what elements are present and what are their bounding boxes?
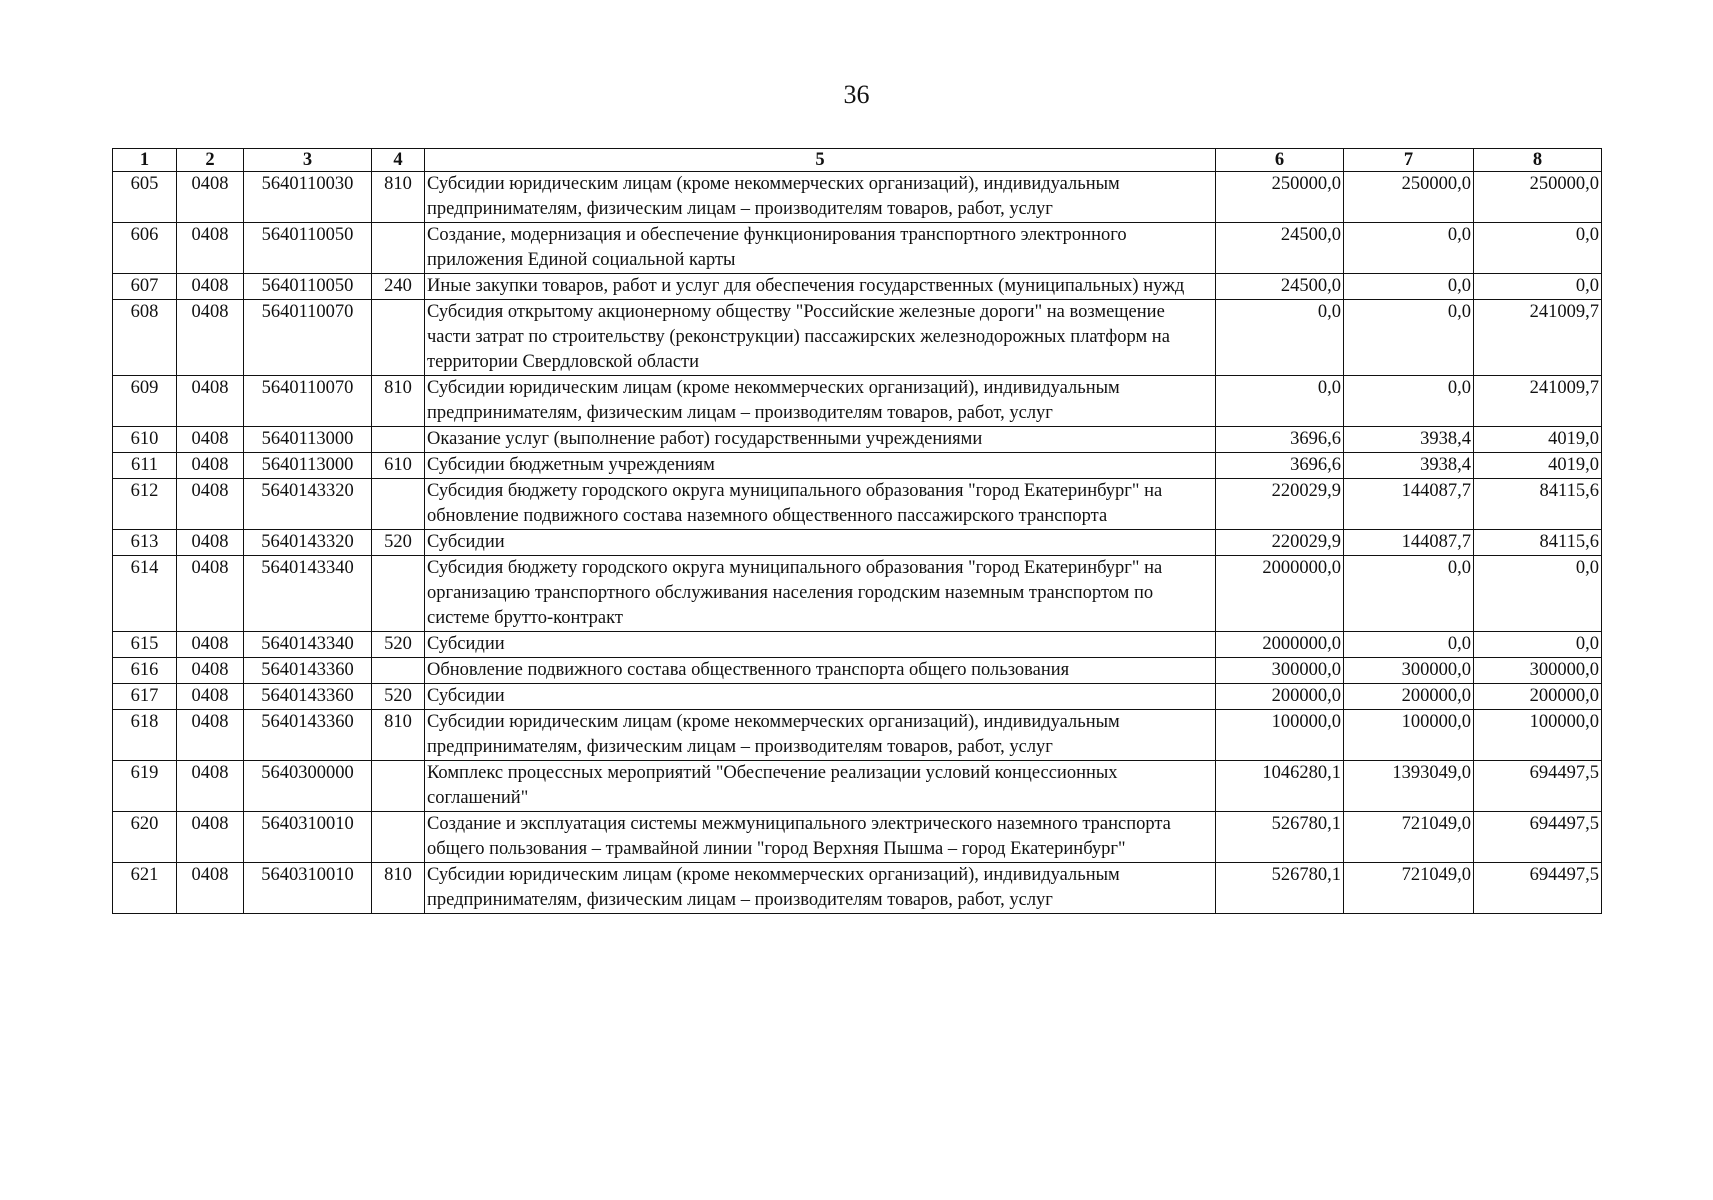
- table-row: [113, 172, 1602, 223]
- section-code: 0408: [177, 479, 244, 530]
- amount-col-6: 250000,0: [1216, 172, 1344, 223]
- item-name: Субсидии: [425, 632, 1216, 658]
- row-number: 614: [113, 556, 177, 632]
- target-code: 5640143360: [244, 710, 372, 761]
- expense-type-code: 810: [372, 863, 425, 914]
- expense-type-code: 520: [372, 530, 425, 556]
- expense-type-code: 520: [372, 632, 425, 658]
- amount-col-7: 144087,7: [1344, 479, 1474, 530]
- item-name: Обновление подвижного состава общественного транспорта общего пользования: [425, 658, 1216, 684]
- amount-col-7: 0,0: [1344, 223, 1474, 274]
- target-code: 5640143360: [244, 658, 372, 684]
- amount-col-8: 300000,0: [1474, 658, 1602, 684]
- amount-col-8: 0,0: [1474, 632, 1602, 658]
- amount-col-6: 2000000,0: [1216, 632, 1344, 658]
- amount-col-7: 1393049,0: [1344, 761, 1474, 812]
- amount-col-6: 526780,1: [1216, 812, 1344, 863]
- amount-col-8: 241009,7: [1474, 300, 1602, 376]
- table-row: [113, 479, 1602, 530]
- amount-col-6: 100000,0: [1216, 710, 1344, 761]
- amount-col-7: 0,0: [1344, 632, 1474, 658]
- amount-col-7: 0,0: [1344, 300, 1474, 376]
- target-code: 5640310010: [244, 812, 372, 863]
- row-number: 610: [113, 427, 177, 453]
- table-row: [113, 530, 1602, 556]
- row-number: 619: [113, 761, 177, 812]
- amount-col-7: 300000,0: [1344, 658, 1474, 684]
- amount-col-7: 0,0: [1344, 556, 1474, 632]
- target-code: 5640143340: [244, 556, 372, 632]
- target-code: 5640143320: [244, 530, 372, 556]
- header-col-8: 8: [1474, 149, 1602, 172]
- amount-col-6: 200000,0: [1216, 684, 1344, 710]
- amount-col-8: 694497,5: [1474, 863, 1602, 914]
- row-number: 620: [113, 812, 177, 863]
- item-name: Создание и эксплуатация системы межмуниципального электрического наземного транспорта общего пользования – трамвайной линии "город Верхняя Пышма – город Екатеринбург": [425, 812, 1216, 863]
- expense-type-code: 610: [372, 453, 425, 479]
- section-code: 0408: [177, 274, 244, 300]
- amount-col-6: 220029,9: [1216, 479, 1344, 530]
- row-number: 606: [113, 223, 177, 274]
- row-number: 611: [113, 453, 177, 479]
- amount-col-8: 0,0: [1474, 274, 1602, 300]
- item-name: Субсидия открытому акционерному обществу "Российские железные дороги" на возмещение части затрат по строительству (реконструкции) пассажирских железнодорожных платформ на территории Свердловской области: [425, 300, 1216, 376]
- target-code: 5640143360: [244, 684, 372, 710]
- amount-col-6: 24500,0: [1216, 223, 1344, 274]
- section-code: 0408: [177, 632, 244, 658]
- row-number: 615: [113, 632, 177, 658]
- expense-type-code: [372, 300, 425, 376]
- target-code: 5640110050: [244, 223, 372, 274]
- table-row: [113, 300, 1602, 376]
- table-row: [113, 658, 1602, 684]
- amount-col-6: 220029,9: [1216, 530, 1344, 556]
- item-name: Субсидия бюджету городского округа муниципального образования "город Екатеринбург" на организацию транспортного обслуживания населения городским наземным транспортом по системе брутто-контракт: [425, 556, 1216, 632]
- section-code: 0408: [177, 530, 244, 556]
- item-name: Субсидии: [425, 530, 1216, 556]
- row-number: 609: [113, 376, 177, 427]
- row-number: 612: [113, 479, 177, 530]
- table-row: [113, 812, 1602, 863]
- amount-col-8: 0,0: [1474, 223, 1602, 274]
- section-code: 0408: [177, 761, 244, 812]
- target-code: 5640110050: [244, 274, 372, 300]
- item-name: Создание, модернизация и обеспечение функционирования транспортного электронного приложения Единой социальной карты: [425, 223, 1216, 274]
- expense-type-code: 810: [372, 710, 425, 761]
- amount-col-7: 721049,0: [1344, 812, 1474, 863]
- item-name: Субсидии бюджетным учреждениям: [425, 453, 1216, 479]
- target-code: 5640113000: [244, 453, 372, 479]
- section-code: 0408: [177, 300, 244, 376]
- amount-col-6: 0,0: [1216, 376, 1344, 427]
- table-row: [113, 274, 1602, 300]
- table-row: [113, 376, 1602, 427]
- row-number: 608: [113, 300, 177, 376]
- amount-col-6: 300000,0: [1216, 658, 1344, 684]
- item-name: Субсидии: [425, 684, 1216, 710]
- item-name: Субсидии юридическим лицам (кроме некоммерческих организаций), индивидуальным предпринимателям, физическим лицам – производителям товаров, работ, услуг: [425, 863, 1216, 914]
- budget-table: [112, 148, 1602, 914]
- table-row: [113, 556, 1602, 632]
- amount-col-6: 3696,6: [1216, 427, 1344, 453]
- amount-col-8: 84115,6: [1474, 479, 1602, 530]
- target-code: 5640143320: [244, 479, 372, 530]
- header-col-3: 3: [244, 149, 372, 172]
- row-number: 605: [113, 172, 177, 223]
- table-row: [113, 710, 1602, 761]
- amount-col-7: 144087,7: [1344, 530, 1474, 556]
- amount-col-8: 241009,7: [1474, 376, 1602, 427]
- section-code: 0408: [177, 453, 244, 479]
- target-code: 5640310010: [244, 863, 372, 914]
- item-name: Субсидии юридическим лицам (кроме некоммерческих организаций), индивидуальным предпринимателям, физическим лицам – производителям товаров, работ, услуг: [425, 376, 1216, 427]
- amount-col-8: 100000,0: [1474, 710, 1602, 761]
- section-code: 0408: [177, 684, 244, 710]
- item-name: Субсидии юридическим лицам (кроме некоммерческих организаций), индивидуальным предпринимателям, физическим лицам – производителям товаров, работ, услуг: [425, 172, 1216, 223]
- header-col-6: 6: [1216, 149, 1344, 172]
- expense-type-code: 810: [372, 172, 425, 223]
- section-code: 0408: [177, 863, 244, 914]
- row-number: 621: [113, 863, 177, 914]
- amount-col-8: 694497,5: [1474, 761, 1602, 812]
- expense-type-code: 810: [372, 376, 425, 427]
- amount-col-8: 4019,0: [1474, 427, 1602, 453]
- amount-col-7: 3938,4: [1344, 453, 1474, 479]
- amount-col-6: 1046280,1: [1216, 761, 1344, 812]
- section-code: 0408: [177, 812, 244, 863]
- item-name: Субсидия бюджету городского округа муниципального образования "город Екатеринбург" на обновление подвижного состава наземного общественного пассажирского транспорта: [425, 479, 1216, 530]
- target-code: 5640300000: [244, 761, 372, 812]
- amount-col-8: 694497,5: [1474, 812, 1602, 863]
- item-name: Комплекс процессных мероприятий "Обеспечение реализации условий концессионных соглашений": [425, 761, 1216, 812]
- expense-type-code: [372, 556, 425, 632]
- header-col-2: 2: [177, 149, 244, 172]
- section-code: 0408: [177, 710, 244, 761]
- amount-col-8: 200000,0: [1474, 684, 1602, 710]
- header-col-4: 4: [372, 149, 425, 172]
- header-row: [113, 149, 1602, 172]
- table-row: [113, 632, 1602, 658]
- amount-col-7: 0,0: [1344, 274, 1474, 300]
- row-number: 618: [113, 710, 177, 761]
- amount-col-6: 2000000,0: [1216, 556, 1344, 632]
- expense-type-code: [372, 479, 425, 530]
- section-code: 0408: [177, 172, 244, 223]
- amount-col-7: 100000,0: [1344, 710, 1474, 761]
- amount-col-6: 24500,0: [1216, 274, 1344, 300]
- expense-type-code: [372, 427, 425, 453]
- target-code: 5640110030: [244, 172, 372, 223]
- target-code: 5640143340: [244, 632, 372, 658]
- row-number: 617: [113, 684, 177, 710]
- amount-col-6: 0,0: [1216, 300, 1344, 376]
- table-row: [113, 453, 1602, 479]
- amount-col-8: 250000,0: [1474, 172, 1602, 223]
- row-number: 613: [113, 530, 177, 556]
- target-code: 5640110070: [244, 300, 372, 376]
- amount-col-7: 250000,0: [1344, 172, 1474, 223]
- expense-type-code: 240: [372, 274, 425, 300]
- expense-type-code: 520: [372, 684, 425, 710]
- row-number: 616: [113, 658, 177, 684]
- section-code: 0408: [177, 376, 244, 427]
- header-col-7: 7: [1344, 149, 1474, 172]
- row-number: 607: [113, 274, 177, 300]
- amount-col-6: 526780,1: [1216, 863, 1344, 914]
- item-name: Субсидии юридическим лицам (кроме некоммерческих организаций), индивидуальным предпринимателям, физическим лицам – производителям товаров, работ, услуг: [425, 710, 1216, 761]
- item-name: Оказание услуг (выполнение работ) государственными учреждениями: [425, 427, 1216, 453]
- table-row: [113, 863, 1602, 914]
- amount-col-6: 3696,6: [1216, 453, 1344, 479]
- amount-col-7: 200000,0: [1344, 684, 1474, 710]
- section-code: 0408: [177, 556, 244, 632]
- target-code: 5640113000: [244, 427, 372, 453]
- table-row: [113, 223, 1602, 274]
- amount-col-7: 0,0: [1344, 376, 1474, 427]
- table-row: [113, 761, 1602, 812]
- amount-col-8: 84115,6: [1474, 530, 1602, 556]
- target-code: 5640110070: [244, 376, 372, 427]
- expense-type-code: [372, 761, 425, 812]
- expense-type-code: [372, 812, 425, 863]
- section-code: 0408: [177, 223, 244, 274]
- section-code: 0408: [177, 658, 244, 684]
- item-name: Иные закупки товаров, работ и услуг для обеспечения государственных (муниципальных) нужд: [425, 274, 1216, 300]
- header-col-1: 1: [113, 149, 177, 172]
- expense-type-code: [372, 223, 425, 274]
- page-number: 36: [843, 80, 870, 109]
- expense-type-code: [372, 658, 425, 684]
- amount-col-8: 0,0: [1474, 556, 1602, 632]
- amount-col-7: 3938,4: [1344, 427, 1474, 453]
- table-row: [113, 684, 1602, 710]
- header-col-5: 5: [425, 149, 1216, 172]
- section-code: 0408: [177, 427, 244, 453]
- table-row: [113, 427, 1602, 453]
- amount-col-7: 721049,0: [1344, 863, 1474, 914]
- amount-col-8: 4019,0: [1474, 453, 1602, 479]
